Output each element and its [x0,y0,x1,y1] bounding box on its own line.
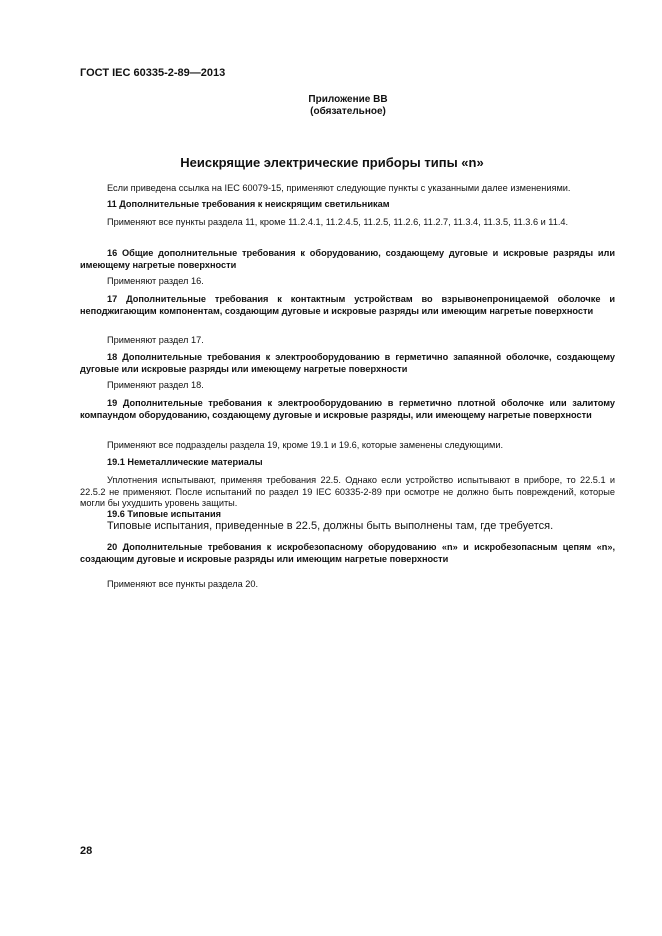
section-11-text: Применяют все пункты раздела 11, кроме 11.2.4.1, 11.2.4.5, 11.2.5, 11.2.6, 11.2.7, 11.3.4, 11.3.5, 11.3.6 и 11.4. [107,217,569,227]
section-19-heading: 19 Дополнительные требования к электрооборудованию в герметично плотной оболочке или залитому компаундом оборудованию, создающему дуговые и искровые разряды, или имеющему нагретые поверхности [80,398,615,420]
page-number: 28 [80,845,93,857]
document-header: ГОСТ IEC 60335-2-89—2013 [80,67,226,79]
section-11-heading: 11 Дополнительные требования к неискрящим светильникам [107,199,390,209]
section-16-text: Применяют раздел 16. [107,276,204,286]
section-20-text: Применяют все пункты раздела 20. [107,579,259,589]
intro-paragraph: Если приведена ссылка на IEC 60079-15, применяют следующие пункты с указанными далее изменениями. [107,183,571,193]
section-17-text: Применяют раздел 17. [107,335,204,345]
section-19-1-text: Уплотнения испытывают, применяя требования 22.5. Однако если устройство испытывают в приборе, то 22.5.1 и 22.5.2 не применяют. После испытаний по раздел 19 IEC 60335-2-89 при осмотре не должно быть повреждений, которые могли бы ухудшить уровень защиты. [80,475,615,508]
annex-status: (обязательное) [310,106,386,117]
section-19-6-text: Типовые испытания, приведенные в 22.5, должны быть выполнены там, где требуется. [107,520,554,532]
section-19-6-heading: 19.6 Типовые испытания [107,509,221,519]
section-17-heading: 17 Дополнительные требования к контактным устройствам во взрывонепроницаемой оболочке и неподжигающим компонентам, создающим дуговые и искровые разряды или имеющим нагретые поверхности [80,294,615,316]
section-20-heading: 20 Дополнительные требования к искробезопасному оборудованию «n» и искробезопасным цепям «n», создающим дуговые и искровые разряды или имеющим нагретые поверхности [80,542,615,564]
annex-label: Приложение ВВ [308,94,388,105]
section-19-1-heading: 19.1 Неметаллические материалы [107,457,263,467]
section-19-text: Применяют все подразделы раздела 19, кроме 19.1 и 19.6, которые заменены следующими. [107,440,503,450]
section-16-heading: 16 Общие дополнительные требования к оборудованию, создающему дуговые и искровые разряды или имеющему нагретые поверхности [80,248,615,270]
page-title: Неискрящие электрические приборы типы «n» [180,155,484,170]
section-18-text: Применяют раздел 18. [107,380,204,390]
section-18-heading: 18 Дополнительные требования к электрооборудованию в герметично запаянной оболочке, создающему дуговые или искровые разряды или имеющему нагретые поверхности [80,352,615,374]
